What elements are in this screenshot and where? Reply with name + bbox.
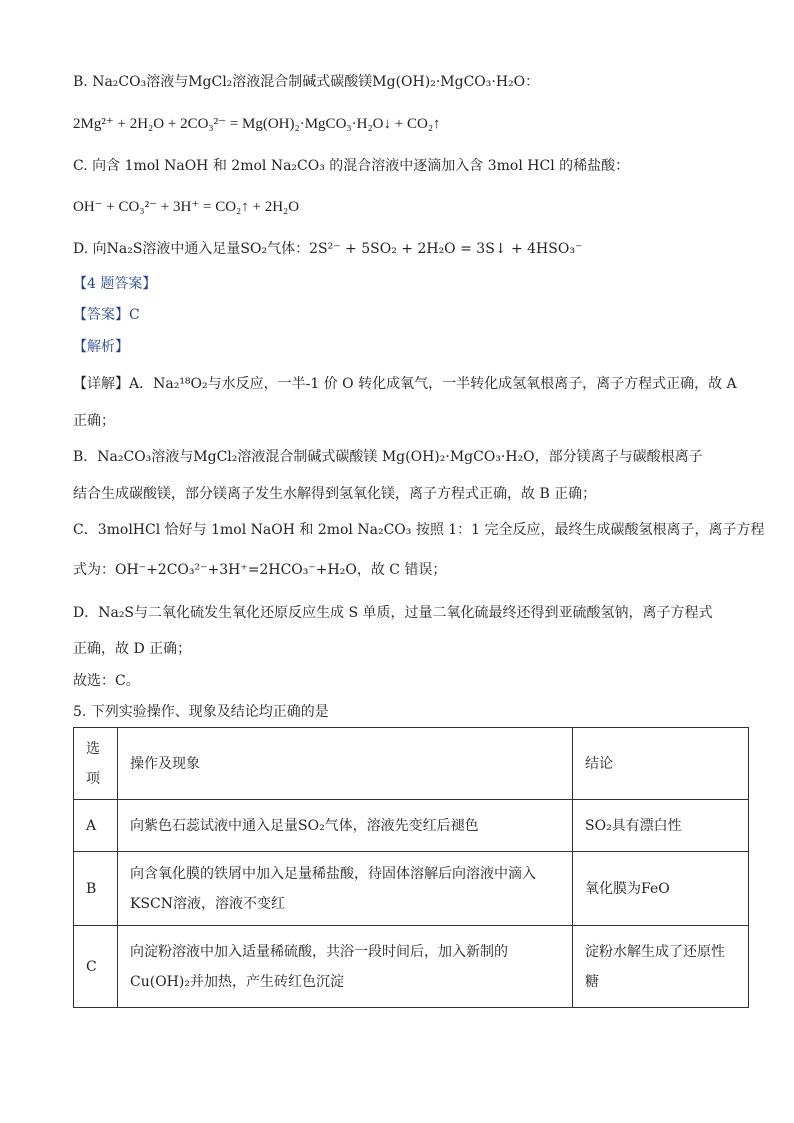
answer-label: 【答案】C [73,307,140,323]
header-option: 选项 [74,728,118,800]
option-d-text: D. 向Na₂S溶液中通入足量SO₂气体：2S²⁻ + 5SO₂ + 2H₂O = 3S↓ + 4HSO₃⁻ [73,241,583,257]
option-c-equation: OH⁻ + CO₃²⁻ + 3H⁺ = CO₂↑ + 2H₂O [73,199,300,215]
row-option: B [74,852,118,926]
row-action: 向含氧化膜的铁屑中加入足量稀盐酸，待固体溶解后向溶液中滴入KSCN溶液，溶液不变红 [118,852,573,926]
row-action: 向淀粉溶液中加入适量稀硫酸，共浴一段时间后，加入新制的Cu(OH)₂并加热，产生砖红色沉淀 [118,926,573,1008]
experiment-table [73,727,749,1008]
row-conclusion: SO₂具有漂白性 [573,800,749,852]
question-5-title: 5. 下列实验操作、现象及结论均正确的是 [73,704,329,720]
detail-c-line2: 式为：OH⁻+2CO₃²⁻+3H⁺=2HCO₃⁻+H₂O，故 C 错误； [73,562,447,578]
detail-d-line1: D．Na₂S与二氧化硫发生氧化还原反应生成 S 单质，过量二氧化硫最终还得到亚硫酸氢钠，离子方程式 [73,605,713,621]
table-row [74,926,749,1008]
header-action: 操作及现象 [118,728,573,800]
detail-a-line1: 【详解】A．Na₂¹⁸O₂与水反应，一半-1 价 O 转化成氧气，一半转化成氢氧根离子，离子方程式正确，故 A [73,376,737,392]
row-conclusion: 氧化膜为FeO [573,852,749,926]
detail-a-line2: 正确； [73,413,115,429]
detail-c-line1: C．3molHCl 恰好与 1mol NaOH 和 2mol Na₂CO₃ 按照 1：1 完全反应，最终生成碳酸氢根离子，离子方程 [73,522,765,538]
detail-b-line1: B．Na₂CO₃溶液与MgCl₂溶液混合制碱式碳酸镁 Mg(OH)₂·MgCO₃·H₂O，部分镁离子与碳酸根离子 [73,449,703,465]
row-conclusion: 淀粉水解生成了还原性糖 [573,926,749,1008]
choose-answer: 故选：C。 [73,673,140,689]
row-action: 向紫色石蕊试液中通入足量SO₂气体，溶液先变红后褪色 [118,800,573,852]
row-option: A [74,800,118,852]
option-b-equation: 2Mg²⁺ + 2H₂O + 2CO₃²⁻ = Mg(OH)₂·MgCO₃·H₂O↓ + CO₂↑ [73,116,441,132]
option-b-text: B. Na₂CO₃溶液与MgCl₂溶液混合制碱式碳酸镁Mg(OH)₂·MgCO₃·H₂O： [73,74,540,90]
table-row [74,852,749,926]
option-c-text: C. 向含 1mol NaOH 和 2mol Na₂CO₃ 的混合溶液中逐滴加入含 3mol HCl 的稀盐酸： [73,158,630,174]
q4-answer-header: 【4 题答案】 [73,276,157,292]
analysis-header: 【解析】 [73,339,129,355]
detail-b-line2: 结合生成碳酸镁，部分镁离子发生水解得到氢氧化镁，离子方程式正确，故 B 正确； [73,486,597,502]
table-row [74,800,749,852]
row-option: C [74,926,118,1008]
table-header-row [74,728,749,800]
detail-d-line2: 正确，故 D 正确； [73,641,192,657]
header-conclusion: 结论 [573,728,749,800]
